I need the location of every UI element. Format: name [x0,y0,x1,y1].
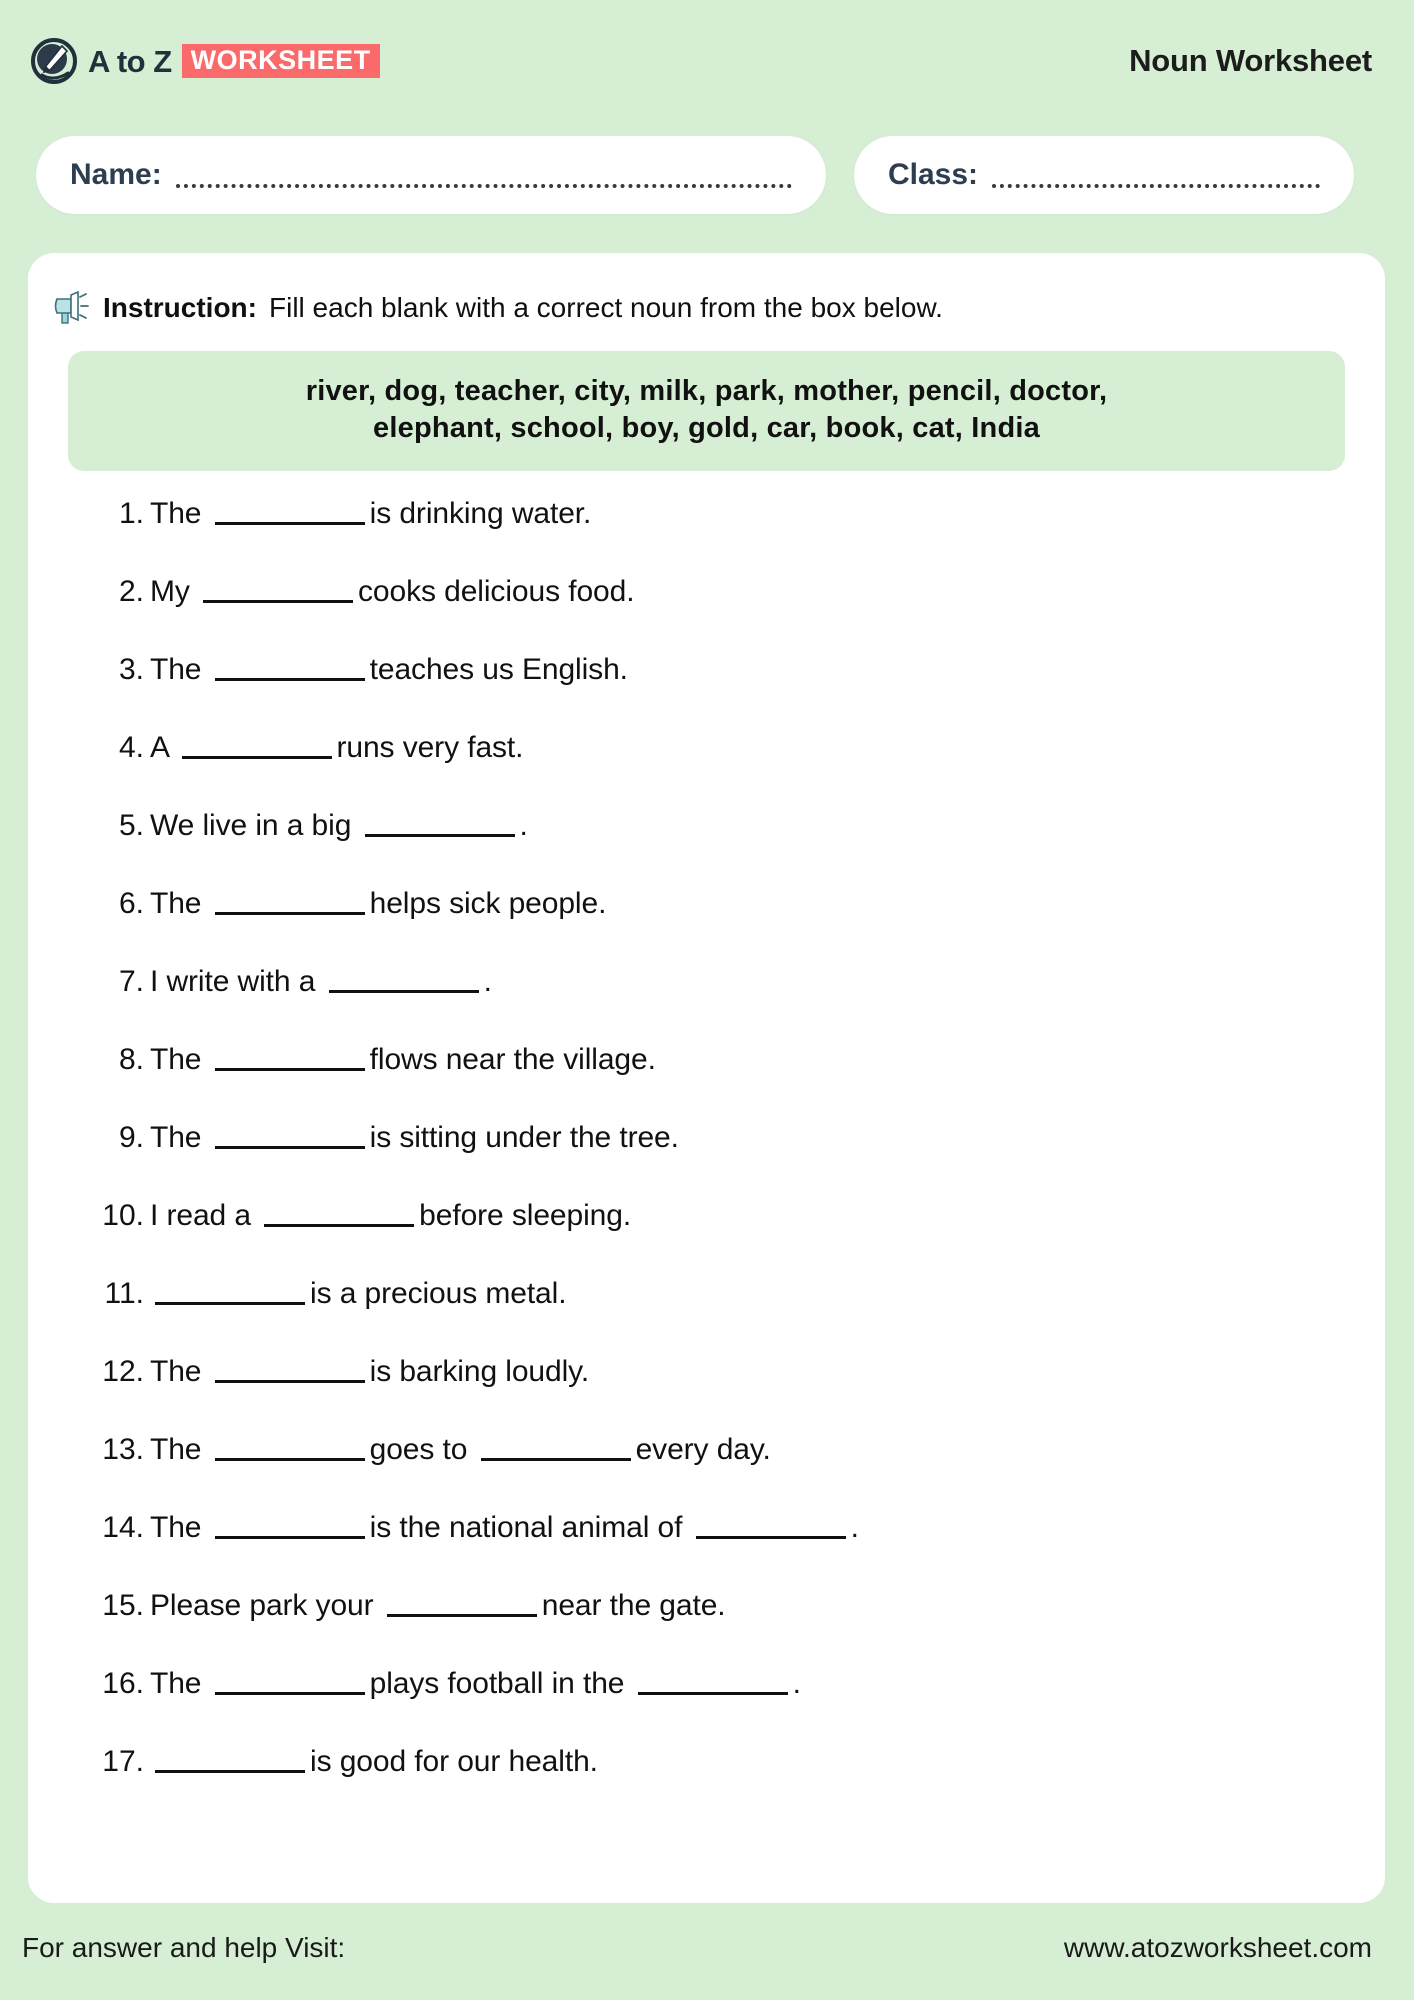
question-number: 8. [118,1043,144,1077]
question-number: 13. [102,1433,144,1467]
footer-help-text: For answer and help Visit: [22,1932,346,1963]
question-text: The helps sick people. [150,887,607,921]
question-number: 9. [118,1121,144,1155]
class-label: Class: [888,158,979,191]
instruction-row [28,253,1385,325]
question-number: 6. [118,887,144,921]
brand-tag: WORKSHEET [182,44,380,78]
question-number: 4. [118,731,144,765]
class-field-card[interactable] [854,136,1354,214]
answer-blank[interactable] [182,756,332,759]
page-header [0,22,1414,100]
question-text: Please park your near the gate. [150,1589,726,1623]
answer-blank[interactable] [215,678,365,681]
brand-logo [30,37,380,85]
megaphone-icon [53,291,91,325]
answer-blank[interactable] [215,1068,365,1071]
question-text: A runs very fast. [150,731,524,765]
question-row [92,1121,1385,1199]
question-text: The is drinking water. [150,497,592,531]
question-number: 11. [104,1277,144,1311]
question-row [92,1511,1385,1589]
question-row [92,575,1385,653]
question-row [92,731,1385,809]
question-number: 7. [118,965,144,999]
pen-in-circle-icon [30,37,78,85]
question-row [92,1277,1385,1355]
question-text: My cooks delicious food. [150,575,635,609]
question-number: 14. [102,1511,144,1545]
page-footer [0,1932,1414,1964]
name-field-card[interactable] [36,136,826,214]
question-number: 3. [118,653,144,687]
answer-blank[interactable] [155,1770,305,1773]
question-text: is good for our health. [150,1745,598,1779]
answer-blank[interactable] [215,1536,365,1539]
name-label: Name: [70,158,162,191]
answer-blank[interactable] [387,1614,537,1617]
question-text: The flows near the village. [150,1043,656,1077]
answer-blank[interactable] [203,600,353,603]
question-number: 15. [102,1589,144,1623]
answer-blank[interactable] [696,1536,846,1539]
question-row [92,1433,1385,1511]
brand-name: A to Z [88,43,172,79]
question-text: The teaches us English. [150,653,628,687]
answer-blank[interactable] [329,990,479,993]
question-text: I write with a . [150,965,492,999]
question-row [92,1043,1385,1121]
word-bank-line-1: river, dog, teacher, city, milk, park, mother, pencil, doctor, [305,375,1108,407]
question-row [92,1199,1385,1277]
question-number: 5. [118,809,144,843]
question-row [92,1589,1385,1667]
question-row [92,1745,1385,1823]
answer-blank[interactable] [215,522,365,525]
question-text: The goes to every day. [150,1433,771,1467]
question-row [92,653,1385,731]
word-bank-line-2: elephant, school, boy, gold, car, book, cat, India [373,412,1040,445]
answer-blank[interactable] [215,1692,365,1695]
instruction-text: Fill each blank with a correct noun from the box below. [269,292,943,323]
question-row [92,965,1385,1043]
page-title: Noun Worksheet [1129,43,1372,78]
student-info-row [36,136,1378,214]
instruction-label: Instruction: [103,292,257,323]
question-list [28,497,1385,1823]
answer-blank[interactable] [215,912,365,915]
name-input-line[interactable] [176,168,792,188]
answer-blank[interactable] [481,1458,631,1461]
question-text: The plays football in the . [150,1667,801,1701]
worksheet-body-card [28,253,1385,1903]
question-number: 1. [118,497,144,531]
question-text: We live in a big . [150,809,528,843]
question-text: I read a before sleeping. [150,1199,632,1233]
question-row [92,497,1385,575]
word-bank-box [68,351,1345,471]
answer-blank[interactable] [215,1458,365,1461]
question-number: 10. [102,1199,144,1233]
answer-blank[interactable] [638,1692,788,1695]
question-text: The is barking loudly. [150,1355,590,1389]
answer-blank[interactable] [215,1380,365,1383]
question-text: The is sitting under the tree. [150,1121,679,1155]
answer-blank[interactable] [215,1146,365,1149]
question-row [92,887,1385,965]
answer-blank[interactable] [365,834,515,837]
answer-blank[interactable] [155,1302,305,1305]
answer-blank[interactable] [264,1224,414,1227]
question-row [92,1355,1385,1433]
question-row [92,1667,1385,1745]
question-text: is a precious metal. [150,1277,566,1311]
question-text: The is the national animal of . [150,1511,859,1545]
question-row [92,809,1385,887]
question-number: 2. [118,575,144,609]
footer-website-link[interactable]: www.atozworksheet.com [1063,1932,1372,1963]
question-number: 16. [102,1667,144,1701]
class-input-line[interactable] [992,168,1320,188]
question-number: 17. [102,1745,144,1779]
question-number: 12. [102,1355,144,1389]
